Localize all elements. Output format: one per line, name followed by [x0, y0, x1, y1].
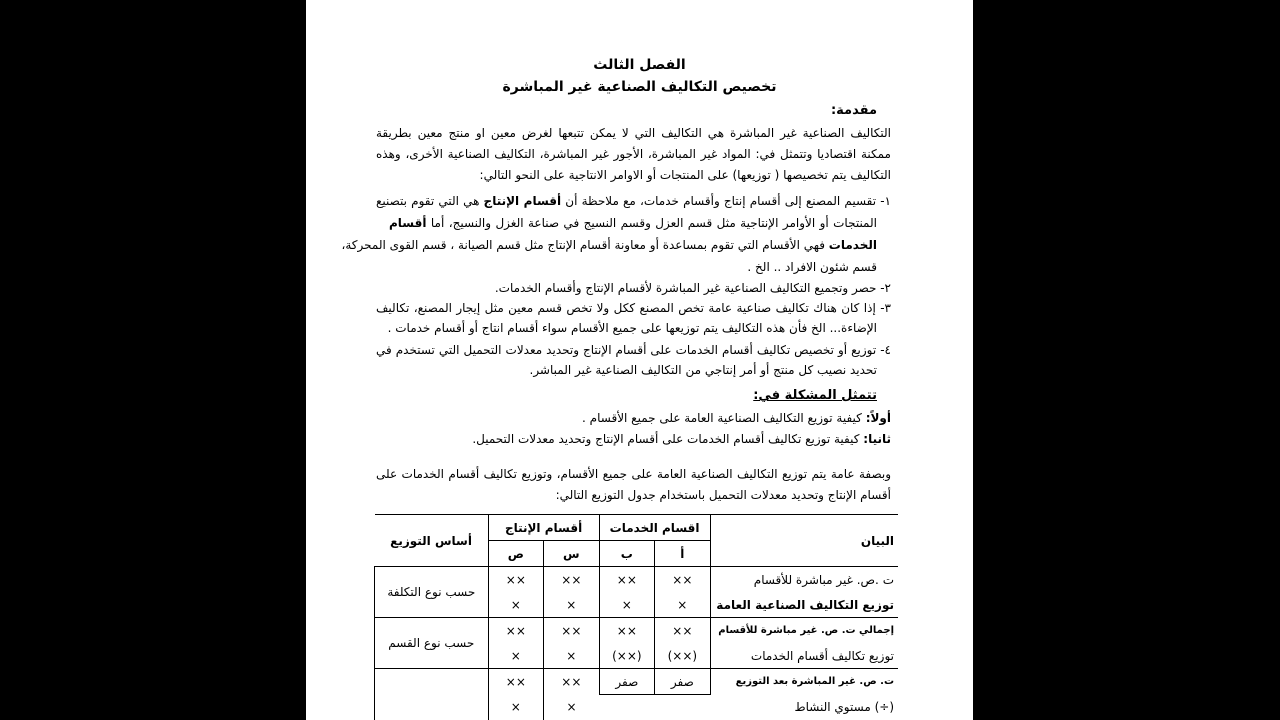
- cell-s: ××: [544, 567, 600, 593]
- cell-b: (××): [599, 643, 655, 669]
- header-sub-a: أ: [655, 541, 711, 567]
- general-line: وبصفة عامة يتم توزيع التكاليف الصناعية العامة على جميع الأقسام، وتوزيع تكاليف أقسام الخدمات على: [376, 467, 891, 481]
- cell-b: [599, 695, 655, 720]
- point-4: ٤- توزيع أو تخصيص تكاليف أقسام الخدمات على أقسام الإنتاج وتحديد معدلات التحميل التي تستخدم في: [376, 343, 891, 357]
- problem-second: ثانيا: كيفية توزيع تكاليف أقسام الخدمات على أقسام الإنتاج وتحديد معدلات التحميل.: [472, 432, 891, 446]
- cell-ss: ××: [488, 567, 544, 593]
- point-3: ٣- إذا كان هناك تكاليف صناعية عامة تخص المصنع ككل ولا تخص قسم معين مثل إيجار المصنع، تكاليف: [376, 301, 891, 315]
- point-1-line: قسم شئون الافراد .. الخ .: [747, 260, 877, 274]
- header-production: أقسام الإنتاج: [488, 515, 599, 541]
- row-label: إجمالي ت. ص. غير مباشرة للأقسام: [710, 618, 898, 644]
- cell-s: ××: [544, 669, 600, 695]
- cell-basis: حسب نوع التكلفة: [375, 567, 489, 618]
- page-title: تخصيص التكاليف الصناعية غير المباشرة: [502, 79, 777, 95]
- cell-a: ××: [655, 618, 711, 644]
- cell-ss: ×: [488, 592, 544, 618]
- problem-first: أولاً: كيفية توزيع التكاليف الصناعية العامة على جميع الأقسام .: [582, 411, 891, 425]
- table-row: [375, 669, 899, 695]
- point-2: ٢- حصر وتجميع التكاليف الصناعية غير المباشرة لأقسام الإنتاج وأقسام الخدمات.: [494, 281, 891, 295]
- cell-ss: ××: [488, 669, 544, 695]
- cell-a: ××: [655, 567, 711, 593]
- header-sub-ss: ص: [488, 541, 544, 567]
- cell-basis: حسب نوع القسم: [375, 618, 489, 669]
- cell-basis: [375, 669, 489, 720]
- cell-b: ××: [599, 567, 655, 593]
- cell-s: ××: [544, 618, 600, 644]
- row-label: توزيع تكاليف أقسام الخدمات: [750, 648, 894, 663]
- table-row: [375, 618, 899, 644]
- row-label: ت .ص. غير مباشرة للأقسام: [710, 567, 898, 593]
- cell-b: صفر: [599, 669, 655, 695]
- cell-ss: ××: [488, 618, 544, 644]
- cell-s: ×: [544, 643, 600, 669]
- point-4-line: تحديد نصيب كل منتج أو أمر إنتاجي من التكاليف الصناعية غير المباشر.: [529, 363, 877, 377]
- header-services: اقسام الخدمات: [599, 515, 710, 541]
- intro-heading: مقدمة:: [830, 103, 877, 118]
- cell-ss: ×: [488, 643, 544, 669]
- distribution-table: [374, 514, 898, 720]
- header-sub-b: ب: [599, 541, 655, 567]
- intro-line: التكاليف يتم تخصيصها ( توزيعها) على المنتجات أو الاوامر الانتاجية على النحو التالي:: [479, 168, 891, 182]
- cell-b: ××: [599, 618, 655, 644]
- document-page: [306, 0, 973, 720]
- cell-a: (××): [655, 643, 711, 669]
- cell-ss: ×: [488, 695, 544, 720]
- cell-a: [655, 695, 711, 720]
- table-row: [375, 567, 899, 593]
- row-label: ت. ص. غير المباشرة بعد التوزيع: [710, 669, 898, 695]
- problem-heading: تتمثل المشكلة في:: [753, 388, 877, 403]
- general-line: أقسام الإنتاج وتحديد معدلات التحميل باستخدام جدول التوزيع التالي:: [555, 488, 891, 502]
- cell-a: صفر: [655, 669, 711, 695]
- header-statement: البيان: [710, 515, 898, 567]
- intro-line: ممكنة اقتصاديا وتتمثل في: المواد غير المباشرة، الأجور غير المباشرة، التكاليف الصناعية الأخرى، وهذه: [376, 147, 891, 161]
- row-label: توزيع التكاليف الصناعية العامة: [716, 597, 894, 612]
- row-label: (÷) مستوي النشاط: [794, 700, 894, 715]
- point-3-line: الإضاءة... الخ فأن هذه التكاليف يتم توزيعها على جميع الأقسام سواء أقسام انتاج أو أقسام خدمات .: [387, 321, 877, 335]
- cell-s: ×: [544, 695, 600, 720]
- point-1-line: الخدمات فهي الأقسام التي تقوم بمساعدة أو معاونة أقسام الإنتاج مثل قسم الصيانة ، قسم القوى المحركة،: [341, 238, 877, 252]
- point-1: ١- تقسيم المصنع إلى أقسام إنتاج وأقسام خدمات، مع ملاحظة أن أقسام الإنتاج هي التي تقوم بتصنيع: [376, 194, 891, 208]
- cell-s: ×: [544, 592, 600, 618]
- cell-b: ×: [599, 592, 655, 618]
- point-1-line: المنتجات أو الأوامر الإنتاجية مثل قسم العزل وقسم النسيج في صناعة الغزل والنسيج، أما أقسام: [389, 216, 877, 230]
- header-basis: أساس التوزيع: [375, 515, 489, 567]
- cell-a: ×: [655, 592, 711, 618]
- intro-line: التكاليف الصناعية غير المباشرة هي التكاليف التي لا يمكن تتبعها لغرض معين او منتج معين بطريقة: [376, 126, 891, 140]
- header-sub-s: س: [544, 541, 600, 567]
- chapter-heading: الفصل الثالث: [593, 57, 686, 73]
